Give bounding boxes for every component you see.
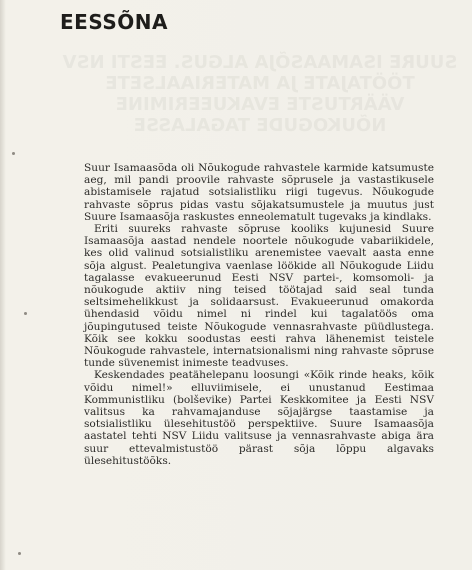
page-heading: EESSÕNA: [60, 10, 168, 34]
body-text: [84, 162, 434, 467]
paragraph: Keskendades peatähelepanu loosungi «Kõik rinde heaks, kõik võidu nimel!» elluviimisele, ei unustanud Eestimaa Kommunistliku (bolševike) Partei Keskkomitee ja Eesti NSV valitsus ka rahvamajanduse sõjajärgse taastamise ja sotsialistliku ülesehitustöö perspektiive. Suure Isamaasõja aastatel tehti NSV Liidu valitsuse ja vennasrahvaste abiga ära suur ettevalmistustöö pärast sõja lõppu algavaks ülesehitustöõks.: [84, 369, 434, 467]
bleed-through-line: SUURE ISAMAASÕJA ALGUS. EESTI NSV: [62, 52, 458, 73]
bleed-through-text: [60, 52, 460, 136]
bleed-through-line: NÕUKOGUDE TAGALASSE: [133, 115, 387, 136]
binding-hole-mark: [24, 312, 27, 315]
bleed-through-line: VÄÄRTUSTE EVAKUEERIMINE: [115, 94, 405, 115]
binding-hole-mark: [18, 552, 21, 555]
binding-hole-mark: [12, 152, 15, 155]
paragraph: Eriti suureks rahvaste sõpruse kooliks kujunesid Suure Isamaasõja aastad nendele noortele nõukogude vabariikidele, kes olid valinud sotsialistliku arenemistee vaevalt aasta enne sõja algust. Pealetungiva vaenlase löökide all Nõukogude Liidu tagalasse evakueerunud Eesti NSV partei-, komsomoli- ja nõukogude aktiiv ning teised töötajad said seal tunda seltsimehelikkust ja solidaarsust. Evakueerunud omakorda ühendasid võidu nimel ni rindel kui tagalatöös oma jõupingutused teiste Nõukogude vennasrahvaste püüdlustega. Kõik see kokku soodustas eesti rahva lähenemist teistele Nõukogude rahvastele, internatsionalismi ning rahvaste sõpruse tunde süvenemist inimeste teadvuses.: [84, 223, 434, 370]
paragraph: Suur Isamaasõda oli Nõukogude rahvastele karmide katsumuste aeg, mil pandi proovile rahvaste sõprusele ja vastastikusele abistamisele rajatud sotsialistliku riigi tugevus. Nõukogude rahvaste sõprus pidas vastu sõjakatsumustele ja muutus just Suure Isamaasõja raskustes enneolematult tugevaks ja kindlaks.: [84, 162, 434, 223]
bleed-through-line: TÖÖTAJATE JA MATERIAALSETE: [105, 73, 415, 94]
binding-shadow: [0, 0, 6, 570]
